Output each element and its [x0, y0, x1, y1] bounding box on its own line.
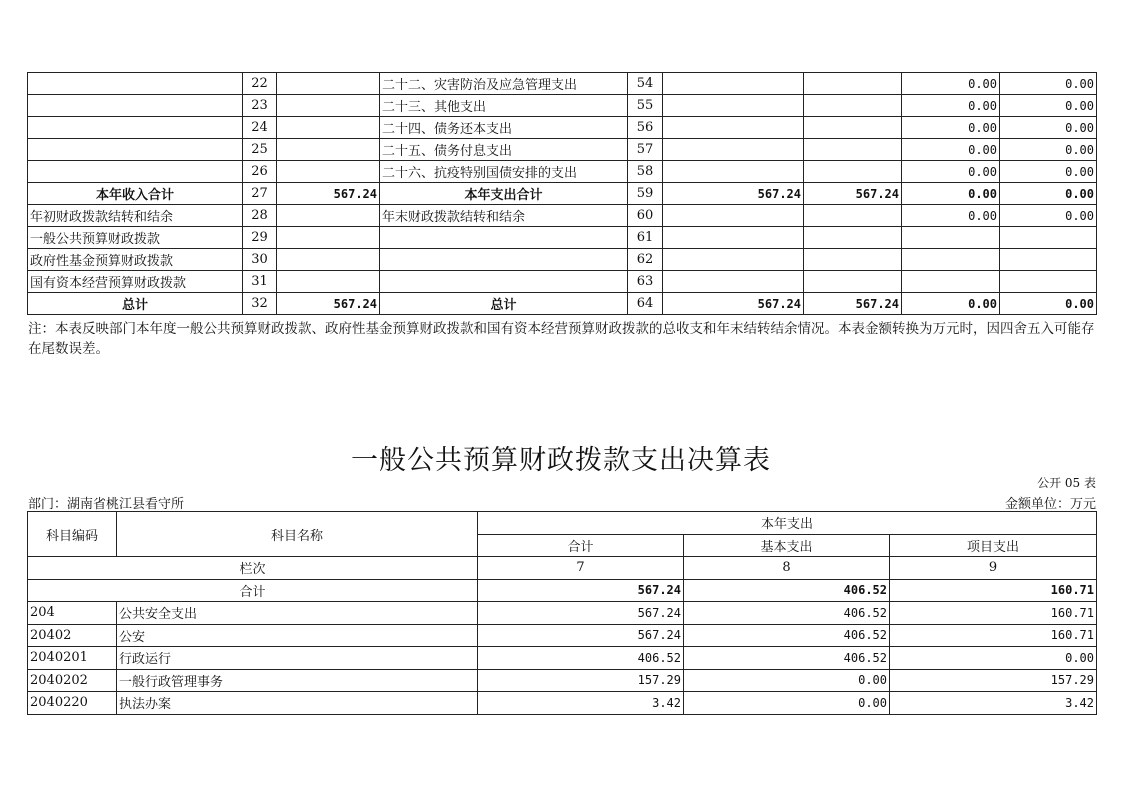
expenditure-item-label: 二十六、抗疫特别国债安排的支出 [380, 161, 628, 183]
expenditure-general-budget [804, 73, 902, 95]
expenditure-fund-budget: 0.00 [902, 139, 1000, 161]
amount-project: 3.42 [890, 692, 1097, 715]
expenditure-general-budget [804, 227, 902, 249]
expenditure-capital-budget: 0.00 [1000, 293, 1097, 315]
expenditure-total [663, 227, 804, 249]
expenditure-item-label: 二十五、债务付息支出 [380, 139, 628, 161]
expenditure-total [663, 271, 804, 293]
expenditure-row-number: 57 [628, 139, 663, 161]
table-row [28, 293, 1097, 315]
expenditure-body [28, 602, 1097, 715]
expenditure-total [663, 161, 804, 183]
amount-project: 160.71 [890, 624, 1097, 647]
expenditure-general-budget [804, 161, 902, 183]
expenditure-item-label [380, 249, 628, 271]
table-row [28, 624, 1097, 647]
income-item-label: 年初财政拨款结转和结余 [28, 205, 243, 227]
income-amount [277, 205, 380, 227]
expenditure-capital-budget: 0.00 [1000, 205, 1097, 227]
summary-row [28, 579, 1097, 602]
expenditure-capital-budget: 0.00 [1000, 117, 1097, 139]
expenditure-total [663, 249, 804, 271]
header-name: 科目名称 [117, 512, 478, 557]
col-no-project: 9 [890, 557, 1097, 580]
income-amount [277, 271, 380, 293]
expenditure-general-budget [804, 249, 902, 271]
summary-basic: 406.52 [684, 579, 890, 602]
summary-label: 合计 [28, 579, 478, 602]
amount-basic: 406.52 [684, 602, 890, 625]
subject-name: 一般行政管理事务 [117, 669, 478, 692]
header-row-1 [28, 512, 1097, 535]
income-row-number: 31 [243, 271, 277, 293]
header-code: 科目编码 [28, 512, 117, 557]
subject-code: 2040202 [28, 669, 117, 692]
expenditure-general-budget: 567.24 [804, 293, 902, 315]
amount-total: 406.52 [478, 647, 684, 670]
expenditure-fund-budget: 0.00 [902, 183, 1000, 205]
amount-basic: 406.52 [684, 624, 890, 647]
expenditure-table [27, 511, 1097, 715]
table-row [28, 227, 1097, 249]
amount-basic: 0.00 [684, 692, 890, 715]
expenditure-general-budget [804, 205, 902, 227]
expenditure-capital-budget: 0.00 [1000, 139, 1097, 161]
income-expenditure-body [28, 73, 1097, 315]
table-row [28, 205, 1097, 227]
table-row [28, 117, 1097, 139]
expenditure-row-number: 58 [628, 161, 663, 183]
summary-total: 567.24 [478, 579, 684, 602]
table-note: 注：本表反映部门本年度一般公共预算财政拨款、政府性基金预算财政拨款和国有资本经营预算财政拨款的总收支和年末结转结余情况。本表金额转换为万元时，因四舍五入可能存在尾数误差。 [28, 321, 1095, 357]
expenditure-row-number: 56 [628, 117, 663, 139]
header-group: 本年支出 [478, 512, 1097, 535]
header-basic: 基本支出 [684, 534, 890, 557]
amount-basic: 0.00 [684, 669, 890, 692]
expenditure-capital-budget [1000, 249, 1097, 271]
income-item-label [28, 95, 243, 117]
income-amount [277, 227, 380, 249]
income-row-number: 30 [243, 249, 277, 271]
income-row-number: 25 [243, 139, 277, 161]
expenditure-general-budget [804, 117, 902, 139]
subject-name: 公安 [117, 624, 478, 647]
subject-code: 20402 [28, 624, 117, 647]
expenditure-item-label [380, 271, 628, 293]
income-item-label [28, 161, 243, 183]
page-title: 一般公共预算财政拨款支出决算表 [351, 445, 771, 476]
income-item-label: 国有资本经营预算财政拨款 [28, 271, 243, 293]
amount-project: 157.29 [890, 669, 1097, 692]
amount-total: 567.24 [478, 624, 684, 647]
expenditure-row-number: 59 [628, 183, 663, 205]
income-amount: 567.24 [277, 183, 380, 205]
expenditure-fund-budget [902, 271, 1000, 293]
subject-code: 2040220 [28, 692, 117, 715]
table-row [28, 73, 1097, 95]
col-no-total: 7 [478, 557, 684, 580]
income-row-number: 22 [243, 73, 277, 95]
table-row [28, 669, 1097, 692]
expenditure-item-label: 二十四、债务还本支出 [380, 117, 628, 139]
expenditure-total [663, 139, 804, 161]
amount-total: 157.29 [478, 669, 684, 692]
col-no-basic: 8 [684, 557, 890, 580]
income-amount [277, 161, 380, 183]
expenditure-capital-budget [1000, 271, 1097, 293]
summary-project: 160.71 [890, 579, 1097, 602]
expenditure-capital-budget: 0.00 [1000, 161, 1097, 183]
income-amount [277, 73, 380, 95]
expenditure-fund-budget: 0.00 [902, 205, 1000, 227]
amount-total: 567.24 [478, 602, 684, 625]
expenditure-total [663, 117, 804, 139]
income-amount: 567.24 [277, 293, 380, 315]
expenditure-row-number: 54 [628, 73, 663, 95]
expenditure-row-number: 64 [628, 293, 663, 315]
table-row [28, 161, 1097, 183]
expenditure-fund-budget: 0.00 [902, 293, 1000, 315]
income-row-number: 29 [243, 227, 277, 249]
column-label: 栏次 [28, 557, 478, 580]
subject-code: 204 [28, 602, 117, 625]
income-item-label [28, 139, 243, 161]
unit-label: 金额单位：万元 [1004, 497, 1096, 512]
table-row [28, 602, 1097, 625]
amount-project: 0.00 [890, 647, 1097, 670]
expenditure-general-budget: 567.24 [804, 183, 902, 205]
expenditure-item-label: 二十三、其他支出 [380, 95, 628, 117]
income-item-label: 一般公共预算财政拨款 [28, 227, 243, 249]
income-amount [277, 117, 380, 139]
income-amount [277, 139, 380, 161]
expenditure-fund-budget [902, 249, 1000, 271]
expenditure-general-budget [804, 139, 902, 161]
expenditure-item-label: 二十二、灾害防治及应急管理支出 [380, 73, 628, 95]
expenditure-row-number: 62 [628, 249, 663, 271]
income-amount [277, 249, 380, 271]
expenditure-total [663, 205, 804, 227]
expenditure-capital-budget: 0.00 [1000, 95, 1097, 117]
header-total: 合计 [478, 534, 684, 557]
header-project: 项目支出 [890, 534, 1097, 557]
income-amount [277, 95, 380, 117]
table-row [28, 95, 1097, 117]
income-item-label: 总计 [28, 293, 243, 315]
expenditure-item-label: 本年支出合计 [380, 183, 628, 205]
amount-basic: 406.52 [684, 647, 890, 670]
expenditure-item-label: 总计 [380, 293, 628, 315]
expenditure-item-label: 年末财政拨款结转和结余 [380, 205, 628, 227]
expenditure-fund-budget: 0.00 [902, 161, 1000, 183]
expenditure-fund-budget: 0.00 [902, 95, 1000, 117]
column-number-row [28, 557, 1097, 580]
expenditure-general-budget [804, 95, 902, 117]
expenditure-total: 567.24 [663, 183, 804, 205]
table-row [28, 183, 1097, 205]
expenditure-fund-budget [902, 227, 1000, 249]
income-row-number: 28 [243, 205, 277, 227]
department-label: 部门：湖南省桃江县看守所 [28, 497, 185, 512]
expenditure-total [663, 95, 804, 117]
expenditure-row-number: 63 [628, 271, 663, 293]
subject-name: 执法办案 [117, 692, 478, 715]
income-row-number: 23 [243, 95, 277, 117]
table-number: 公开 05 表 [1037, 476, 1096, 490]
expenditure-capital-budget: 0.00 [1000, 183, 1097, 205]
expenditure-fund-budget: 0.00 [902, 117, 1000, 139]
table-row [28, 139, 1097, 161]
expenditure-row-number: 55 [628, 95, 663, 117]
expenditure-item-label [380, 227, 628, 249]
expenditure-capital-budget [1000, 227, 1097, 249]
subject-name: 公共安全支出 [117, 602, 478, 625]
income-item-label: 政府性基金预算财政拨款 [28, 249, 243, 271]
expenditure-row-number: 61 [628, 227, 663, 249]
table-row [28, 647, 1097, 670]
subject-code: 2040201 [28, 647, 117, 670]
subject-name: 行政运行 [117, 647, 478, 670]
amount-total: 3.42 [478, 692, 684, 715]
table-row [28, 692, 1097, 715]
table-row [28, 249, 1097, 271]
expenditure-row-number: 60 [628, 205, 663, 227]
table-row [28, 271, 1097, 293]
expenditure-fund-budget: 0.00 [902, 73, 1000, 95]
expenditure-general-budget [804, 271, 902, 293]
expenditure-total: 567.24 [663, 293, 804, 315]
income-row-number: 27 [243, 183, 277, 205]
income-item-label [28, 73, 243, 95]
income-row-number: 32 [243, 293, 277, 315]
income-item-label: 本年收入合计 [28, 183, 243, 205]
income-row-number: 26 [243, 161, 277, 183]
amount-project: 160.71 [890, 602, 1097, 625]
income-row-number: 24 [243, 117, 277, 139]
expenditure-capital-budget: 0.00 [1000, 73, 1097, 95]
income-expenditure-table [27, 72, 1097, 315]
income-item-label [28, 117, 243, 139]
expenditure-total [663, 73, 804, 95]
